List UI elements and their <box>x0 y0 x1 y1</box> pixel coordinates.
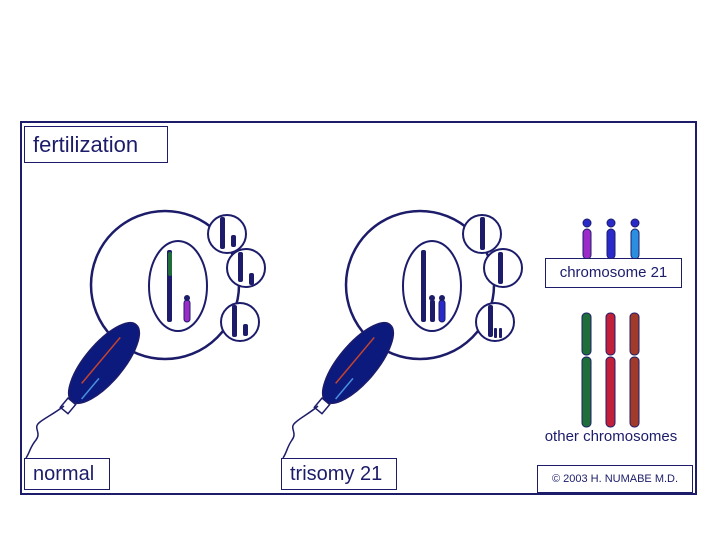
normal-panel <box>26 211 265 458</box>
sperm-tail-normal <box>26 406 64 458</box>
trisomy-panel <box>283 211 522 458</box>
diagram-title: fertilization <box>24 126 168 163</box>
chromosome21-lightblue <box>631 229 639 259</box>
egg-chromosome-21-b <box>439 300 445 322</box>
sperm-normal <box>50 312 151 422</box>
legend-other-chromosomes <box>582 313 639 427</box>
trisomy-label: trisomy 21 <box>281 458 397 490</box>
normal-label: normal <box>24 458 110 490</box>
other-chromosome-red-bottom <box>606 357 615 427</box>
other-chromosome-brown-top <box>630 313 639 355</box>
polar-body-3-normal <box>221 303 259 341</box>
other-chromosome-green-top <box>582 313 591 355</box>
sperm-trisomy <box>304 312 405 422</box>
sperm-tail-trisomy <box>283 406 318 458</box>
polar-body-1-normal <box>208 215 246 253</box>
other-chromosomes-label: other chromosomes <box>544 428 678 445</box>
egg-nucleus-normal <box>149 241 207 331</box>
egg-chromosome-green <box>168 252 172 276</box>
egg-chromosome-21 <box>184 300 190 322</box>
other-chromosome-red-top <box>606 313 615 355</box>
polar-body-2-normal <box>227 249 265 287</box>
other-chromosome-brown-bottom <box>630 357 639 427</box>
copyright-label: © 2003 H. NUMABE M.D. <box>537 465 693 493</box>
legend-chromosome21 <box>583 219 639 259</box>
chromosome21-blue <box>607 229 615 259</box>
egg-chromosome-21-a <box>430 300 435 322</box>
chromosome21-purple <box>583 229 591 259</box>
chromosome21-label: chromosome 21 <box>545 258 682 288</box>
other-chromosome-green-bottom <box>582 357 591 427</box>
egg-chromosome-21-head <box>184 295 190 301</box>
